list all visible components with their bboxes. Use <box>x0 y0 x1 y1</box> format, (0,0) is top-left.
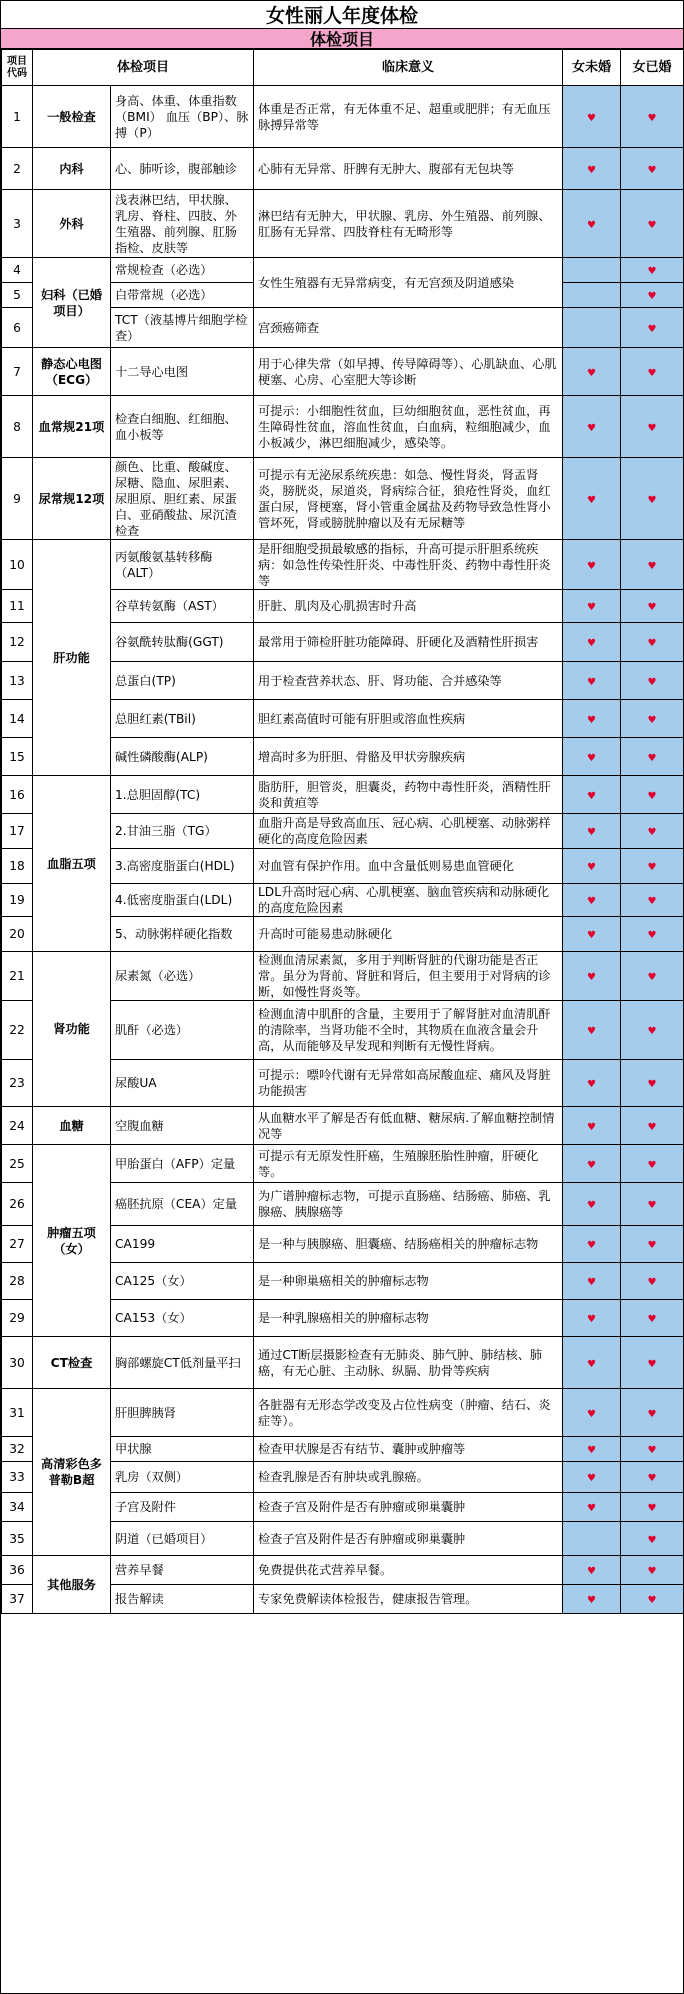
clinical-meaning: 检测血清尿素氮，多用于判断肾脏的代谢功能是否正常。虽分为肾前、肾脏和肾后，但主要用于对肾病的诊断，如慢性肾炎等。 <box>254 952 563 1001</box>
item-code: 27 <box>2 1226 33 1263</box>
married-mark <box>621 1389 684 1437</box>
item-code: 21 <box>2 952 33 1001</box>
clinical-meaning: 通过CT断层摄影检查有无肺炎、肺气肿、肺结核、肺癌，有无心脏、主动脉、纵膈、肋骨等疾病 <box>254 1337 563 1389</box>
table-row <box>2 1556 684 1585</box>
unmarried-mark <box>563 1060 621 1107</box>
heart-icon: ♥ <box>647 291 657 302</box>
heart-icon: ♥ <box>587 1240 596 1251</box>
heart-icon: ♥ <box>647 1566 657 1577</box>
married-mark <box>621 1183 684 1226</box>
item-name: 乳房（双侧） <box>111 1462 254 1493</box>
heart-icon: ♥ <box>647 714 657 726</box>
item-code: 9 <box>2 458 33 540</box>
unmarried-mark <box>563 884 621 917</box>
married-mark <box>621 348 684 396</box>
heart-icon: ♥ <box>647 862 657 873</box>
heart-icon: ♥ <box>587 827 596 838</box>
heart-icon: ♥ <box>647 827 657 838</box>
item-code: 37 <box>2 1585 33 1614</box>
item-code: 12 <box>2 623 33 662</box>
heart-icon: ♥ <box>647 676 657 688</box>
item-code: 36 <box>2 1556 33 1585</box>
section-header: 体检项目 <box>1 29 683 49</box>
item-name: 碱性磷酸酶(ALP) <box>111 738 254 776</box>
unmarried-mark <box>563 590 621 623</box>
clinical-meaning: 心肺有无异常、肝脾有无肿大、腹部有无包块等 <box>254 148 563 190</box>
unmarried-mark <box>563 148 621 190</box>
item-name: 3.高密度脂蛋白(HDL) <box>111 849 254 884</box>
married-mark <box>621 1522 684 1556</box>
item-code: 18 <box>2 849 33 884</box>
married-mark <box>621 1001 684 1060</box>
heart-icon: ♥ <box>647 1026 657 1037</box>
heart-icon: ♥ <box>647 1445 657 1456</box>
table-row <box>2 348 684 396</box>
heart-icon: ♥ <box>647 266 657 277</box>
item-name: 谷氨酰转肽酶(GGT) <box>111 623 254 662</box>
category-name: CT检查 <box>33 1337 111 1389</box>
category-name: 血常规21项 <box>33 396 111 458</box>
unmarried-mark <box>563 1493 621 1522</box>
married-mark <box>621 623 684 662</box>
unmarried-mark <box>563 1585 621 1614</box>
married-mark <box>621 1263 684 1300</box>
heart-icon: ♥ <box>647 112 657 124</box>
category-name: 肝功能 <box>33 540 111 776</box>
item-name: 4.低密度脂蛋白(LDL) <box>111 884 254 917</box>
heart-icon: ♥ <box>587 1595 596 1606</box>
category-name: 肿瘤五项（女） <box>33 1145 111 1337</box>
item-code: 1 <box>2 86 33 148</box>
heart-icon: ♥ <box>587 790 596 802</box>
clinical-meaning: 检查甲状腺是否有结节、囊肿或肿瘤等 <box>254 1437 563 1462</box>
page-title: 女性丽人年度体检 <box>1 1 683 29</box>
clinical-meaning: 检查乳腺是否有肿块或乳腺癌。 <box>254 1462 563 1493</box>
heart-icon: ♥ <box>587 367 596 379</box>
item-name: 浅表淋巴结，甲状腺、乳房、脊柱、四肢、外生殖器、前列腺、肛肠指检、皮肤等 <box>111 190 254 258</box>
item-code: 34 <box>2 1493 33 1522</box>
heart-icon: ♥ <box>587 1159 596 1171</box>
married-mark <box>621 952 684 1001</box>
heart-icon: ♥ <box>587 422 596 434</box>
clinical-meaning: 检查子宫及附件是否有肿瘤或卵巢囊肿 <box>254 1493 563 1522</box>
clinical-meaning: 是一种与胰腺癌、胆囊癌、结肠癌相关的肿瘤标志物 <box>254 1226 563 1263</box>
header-meaning: 临床意义 <box>254 50 563 86</box>
clinical-meaning: 宫颈癌筛查 <box>254 308 563 348</box>
heart-icon: ♥ <box>647 1277 657 1288</box>
clinical-meaning: 可提示：小细胞性贫血，巨幼细胞贫血，恶性贫血，再生障碍性贫血，溶血性贫血，白血病，粒细胞减少，血小板减少，淋巴细胞减少，感染等。 <box>254 396 563 458</box>
married-mark <box>621 283 684 308</box>
heart-icon: ♥ <box>647 638 657 649</box>
unmarried-mark <box>563 1522 621 1556</box>
unmarried-mark <box>563 1107 621 1145</box>
married-mark <box>621 86 684 148</box>
heart-icon: ♥ <box>647 560 657 572</box>
table-row <box>2 776 684 814</box>
heart-icon: ♥ <box>647 972 657 983</box>
married-mark <box>621 1107 684 1145</box>
item-code: 30 <box>2 1337 33 1389</box>
item-code: 22 <box>2 1001 33 1060</box>
table-row <box>2 1389 684 1437</box>
married-mark <box>621 884 684 917</box>
unmarried-mark <box>563 623 621 662</box>
clinical-meaning: 胆红素高值时可能有肝胆或溶血性疾病 <box>254 700 563 738</box>
married-mark <box>621 776 684 814</box>
married-mark <box>621 1300 684 1337</box>
item-name: 2.甘油三脂（TG） <box>111 814 254 849</box>
heart-icon: ♥ <box>587 494 596 506</box>
heart-icon: ♥ <box>587 602 596 613</box>
clinical-meaning: LDL升高时冠心病、心肌梗塞、脑血管疾病和动脉硬化的高度危险因素 <box>254 884 563 917</box>
category-name: 血糖 <box>33 1107 111 1145</box>
item-name: 总胆红素(TBil) <box>111 700 254 738</box>
item-code: 26 <box>2 1183 33 1226</box>
heart-icon: ♥ <box>587 560 596 572</box>
item-code: 17 <box>2 814 33 849</box>
heart-icon: ♥ <box>647 1200 657 1211</box>
item-name: 尿酸UA <box>111 1060 254 1107</box>
header-item: 体检项目 <box>33 50 254 86</box>
heart-icon: ♥ <box>587 1473 596 1484</box>
heart-icon: ♥ <box>647 164 657 176</box>
heart-icon: ♥ <box>587 219 596 231</box>
heart-icon: ♥ <box>587 164 596 176</box>
item-name: 甲胎蛋白（AFP）定量 <box>111 1145 254 1183</box>
heart-icon: ♥ <box>587 930 596 941</box>
married-mark <box>621 1226 684 1263</box>
unmarried-mark <box>563 1300 621 1337</box>
table-row <box>2 258 684 283</box>
category-name: 外科 <box>33 190 111 258</box>
header-married: 女已婚 <box>621 50 684 86</box>
heart-icon: ♥ <box>647 1358 657 1370</box>
clinical-meaning: 从血糖水平了解是否有低血糖、糖尿病.了解血糖控制情况等 <box>254 1107 563 1145</box>
item-code: 16 <box>2 776 33 814</box>
heart-icon: ♥ <box>587 972 596 983</box>
category-name: 高清彩色多普勒B超 <box>33 1389 111 1556</box>
heart-icon: ♥ <box>587 1314 596 1325</box>
item-name: CA153（女） <box>111 1300 254 1337</box>
unmarried-mark <box>563 917 621 952</box>
category-name: 尿常规12项 <box>33 458 111 540</box>
heart-icon: ♥ <box>587 752 596 764</box>
married-mark <box>621 700 684 738</box>
heart-icon: ♥ <box>587 1079 596 1090</box>
married-mark <box>621 1437 684 1462</box>
married-mark <box>621 258 684 283</box>
item-code: 19 <box>2 884 33 917</box>
heart-icon: ♥ <box>587 1445 596 1456</box>
unmarried-mark <box>563 776 621 814</box>
unmarried-mark <box>563 458 621 540</box>
item-code: 7 <box>2 348 33 396</box>
clinical-meaning: 专家免费解读体检报告，健康报告管理。 <box>254 1585 563 1614</box>
item-name: 丙氨酸氨基转移酶（ALT） <box>111 540 254 590</box>
item-code: 4 <box>2 258 33 283</box>
table-row <box>2 952 684 1001</box>
heart-icon: ♥ <box>647 752 657 764</box>
item-name: 心、肺听诊，腹部触诊 <box>111 148 254 190</box>
item-code: 11 <box>2 590 33 623</box>
heart-icon: ♥ <box>587 714 596 726</box>
heart-icon: ♥ <box>587 112 596 124</box>
item-name: 子宫及附件 <box>111 1493 254 1522</box>
clinical-meaning: 各脏器有无形态学改变及占位性病变（肿瘤、结石、炎症等）。 <box>254 1389 563 1437</box>
heart-icon: ♥ <box>647 930 657 941</box>
item-name: 癌胚抗原（CEA）定量 <box>111 1183 254 1226</box>
category-name: 一般检查 <box>33 86 111 148</box>
item-name: 检查白细胞、红细胞、血小板等 <box>111 396 254 458</box>
unmarried-mark <box>563 348 621 396</box>
category-name: 肾功能 <box>33 952 111 1107</box>
married-mark <box>621 1060 684 1107</box>
unmarried-mark <box>563 1556 621 1585</box>
table-row <box>2 148 684 190</box>
unmarried-mark <box>563 1145 621 1183</box>
unmarried-mark <box>563 700 621 738</box>
clinical-meaning: 升高时可能易患动脉硬化 <box>254 917 563 952</box>
heart-icon: ♥ <box>587 1200 596 1211</box>
heart-icon: ♥ <box>647 1159 657 1171</box>
heart-icon: ♥ <box>647 1121 657 1133</box>
married-mark <box>621 458 684 540</box>
heart-icon: ♥ <box>587 1121 596 1133</box>
item-code: 14 <box>2 700 33 738</box>
unmarried-mark <box>563 258 621 283</box>
clinical-meaning: 女性生殖器有无异常病变，有无宫颈及阴道感染 <box>254 258 563 308</box>
clinical-meaning: 淋巴结有无肿大，甲状腺、乳房、外生殖器、前列腺、肛肠有无异常、四肢脊柱有无畸形等 <box>254 190 563 258</box>
item-code: 6 <box>2 308 33 348</box>
item-code: 29 <box>2 1300 33 1337</box>
heart-icon: ♥ <box>587 1026 596 1037</box>
unmarried-mark <box>563 308 621 348</box>
heart-icon: ♥ <box>647 1079 657 1090</box>
married-mark <box>621 917 684 952</box>
item-code: 32 <box>2 1437 33 1462</box>
unmarried-mark <box>563 1437 621 1462</box>
married-mark <box>621 1556 684 1585</box>
married-mark <box>621 738 684 776</box>
heart-icon: ♥ <box>587 1277 596 1288</box>
unmarried-mark <box>563 1263 621 1300</box>
unmarried-mark <box>563 1183 621 1226</box>
heart-icon: ♥ <box>647 219 657 231</box>
unmarried-mark <box>563 1389 621 1437</box>
table-row <box>2 396 684 458</box>
married-mark <box>621 1145 684 1183</box>
unmarried-mark <box>563 1001 621 1060</box>
heart-icon: ♥ <box>647 790 657 802</box>
unmarried-mark <box>563 283 621 308</box>
married-mark <box>621 849 684 884</box>
item-name: 谷草转氨酶（AST） <box>111 590 254 623</box>
unmarried-mark <box>563 952 621 1001</box>
item-name: TCT（液基博片细胞学检查） <box>111 308 254 348</box>
heart-icon: ♥ <box>587 1566 596 1577</box>
heart-icon: ♥ <box>587 1358 596 1370</box>
item-name: 阴道（已婚项目） <box>111 1522 254 1556</box>
item-name: 报告解读 <box>111 1585 254 1614</box>
clinical-meaning: 用于心律失常（如早搏、传导障碍等）、心肌缺血、心肌梗塞、心房、心室肥大等诊断 <box>254 348 563 396</box>
clinical-meaning: 脂肪肝，胆管炎，胆囊炎，药物中毒性肝炎，酒精性肝炎和黄疸等 <box>254 776 563 814</box>
item-name: 身高、体重、体重指数（BMI） 血压（BP）、脉搏（P） <box>111 86 254 148</box>
item-name: 营养早餐 <box>111 1556 254 1585</box>
table-row <box>2 1337 684 1389</box>
item-code: 5 <box>2 283 33 308</box>
married-mark <box>621 1462 684 1493</box>
item-code: 15 <box>2 738 33 776</box>
item-name: 总蛋白(TP) <box>111 662 254 700</box>
category-name: 其他服务 <box>33 1556 111 1614</box>
heart-icon: ♥ <box>587 1503 596 1514</box>
heart-icon: ♥ <box>647 1595 657 1606</box>
item-name: 白带常规（必选） <box>111 283 254 308</box>
header-code: 项目 代码 <box>2 50 33 86</box>
item-code: 25 <box>2 1145 33 1183</box>
unmarried-mark <box>563 1226 621 1263</box>
table-header-row <box>2 50 684 86</box>
item-name: 十二导心电图 <box>111 348 254 396</box>
heart-icon: ♥ <box>647 323 657 335</box>
unmarried-mark <box>563 540 621 590</box>
married-mark <box>621 540 684 590</box>
item-name: 5、动脉粥样硬化指数 <box>111 917 254 952</box>
married-mark <box>621 590 684 623</box>
married-mark <box>621 190 684 258</box>
table-row <box>2 1145 684 1183</box>
unmarried-mark <box>563 662 621 700</box>
heart-icon: ♥ <box>647 1503 657 1514</box>
clinical-meaning: 可提示有无泌尿系统疾患：如急、慢性肾炎，肾盂肾炎，膀胱炎，尿道炎，肾病综合征，狼疮性肾炎，血红蛋白尿，肾梗塞，肾小管重金属盐及药物导致急性肾小管坏死，肾或膀胱肿瘤以及有无尿糖等 <box>254 458 563 540</box>
item-name: 尿素氮（必选） <box>111 952 254 1001</box>
heart-icon: ♥ <box>647 1314 657 1325</box>
married-mark <box>621 814 684 849</box>
clinical-meaning: 检测血清中肌酐的含量，主要用于了解肾脏对血清肌酐的清除率，当肾功能不全时，其物质在血液含量会升高，从而能够及早发现和判断有无慢性肾病。 <box>254 1001 563 1060</box>
item-code: 10 <box>2 540 33 590</box>
heart-icon: ♥ <box>647 1534 657 1546</box>
table-row <box>2 458 684 540</box>
item-name: 胸部螺旋CT低剂量平扫 <box>111 1337 254 1389</box>
item-code: 23 <box>2 1060 33 1107</box>
clinical-meaning: 检查子宫及附件是否有肿瘤或卵巢囊肿 <box>254 1522 563 1556</box>
clinical-meaning: 是一种乳腺癌相关的肿瘤标志物 <box>254 1300 563 1337</box>
category-name: 妇科（已婚项目） <box>33 258 111 348</box>
clinical-meaning: 可提示有无原发性肝癌，生殖腺胚胎性肿瘤，肝硬化等。 <box>254 1145 563 1183</box>
unmarried-mark <box>563 1462 621 1493</box>
married-mark <box>621 1493 684 1522</box>
item-name: 空腹血糖 <box>111 1107 254 1145</box>
heart-icon: ♥ <box>587 638 596 649</box>
clinical-meaning: 体重是否正常，有无体重不足、超重或肥胖；有无血压脉搏异常等 <box>254 86 563 148</box>
unmarried-mark <box>563 86 621 148</box>
table-row <box>2 190 684 258</box>
item-name: CA199 <box>111 1226 254 1263</box>
unmarried-mark <box>563 738 621 776</box>
heart-icon: ♥ <box>647 494 657 506</box>
unmarried-mark <box>563 814 621 849</box>
heart-icon: ♥ <box>647 1473 657 1484</box>
item-code: 3 <box>2 190 33 258</box>
clinical-meaning: 最常用于筛检肝脏功能障碍、肝硬化及酒精性肝损害 <box>254 623 563 662</box>
table-row <box>2 86 684 148</box>
heart-icon: ♥ <box>647 1240 657 1251</box>
table-row <box>2 540 684 590</box>
item-code: 35 <box>2 1522 33 1556</box>
clinical-meaning: 可提示：嘌呤代谢有无异常如高尿酸血症、痛风及肾脏功能损害 <box>254 1060 563 1107</box>
heart-icon: ♥ <box>587 1408 596 1420</box>
unmarried-mark <box>563 396 621 458</box>
unmarried-mark <box>563 1337 621 1389</box>
clinical-meaning: 用于检查营养状态、肝、肾功能、合并感染等 <box>254 662 563 700</box>
clinical-meaning: 肝脏、肌肉及心肌损害时升高 <box>254 590 563 623</box>
heart-icon: ♥ <box>647 367 657 379</box>
item-code: 8 <box>2 396 33 458</box>
heart-icon: ♥ <box>587 676 596 688</box>
item-code: 2 <box>2 148 33 190</box>
category-name: 静态心电图（ECG） <box>33 348 111 396</box>
unmarried-mark <box>563 190 621 258</box>
item-name: CA125（女） <box>111 1263 254 1300</box>
item-code: 20 <box>2 917 33 952</box>
heart-icon: ♥ <box>647 422 657 434</box>
unmarried-mark <box>563 849 621 884</box>
checkup-table-body <box>2 50 684 1614</box>
item-name: 肌酐（必选） <box>111 1001 254 1060</box>
clinical-meaning: 血脂升高是导致高血压、冠心病、心肌梗塞、动脉粥样硬化的高度危险因素 <box>254 814 563 849</box>
item-name: 颜色、比重、酸碱度、尿糖、隐血、尿胆素、尿胆原、胆红素、尿蛋白、亚硝酸盐、尿沉渣检查 <box>111 458 254 540</box>
table-row <box>2 1107 684 1145</box>
heart-icon: ♥ <box>647 602 657 613</box>
checkup-table <box>1 49 684 1614</box>
category-name: 内科 <box>33 148 111 190</box>
heart-icon: ♥ <box>587 896 596 907</box>
married-mark <box>621 396 684 458</box>
married-mark <box>621 308 684 348</box>
clinical-meaning: 免费提供花式营养早餐。 <box>254 1556 563 1585</box>
clinical-meaning: 增高时多为肝胆、骨骼及甲状旁腺疾病 <box>254 738 563 776</box>
clinical-meaning: 是肝细胞受损最敏感的指标，升高可提示肝胆系统疾病：如急性传染性肝炎、中毒性肝炎、药物中毒性肝炎等 <box>254 540 563 590</box>
item-code: 31 <box>2 1389 33 1437</box>
header-unmarried: 女未婚 <box>563 50 621 86</box>
heart-icon: ♥ <box>647 896 657 907</box>
item-name: 甲状腺 <box>111 1437 254 1462</box>
married-mark <box>621 1585 684 1614</box>
item-code: 33 <box>2 1462 33 1493</box>
item-name: 肝胆脾胰肾 <box>111 1389 254 1437</box>
item-name: 1.总胆固醇(TC) <box>111 776 254 814</box>
married-mark <box>621 148 684 190</box>
category-name: 血脂五项 <box>33 776 111 952</box>
married-mark <box>621 662 684 700</box>
clinical-meaning: 为广谱肿瘤标志物，可提示直肠癌、结肠癌、肺癌、乳腺癌、胰腺癌等 <box>254 1183 563 1226</box>
clinical-meaning: 对血管有保护作用。血中含量低则易患血管硬化 <box>254 849 563 884</box>
item-code: 28 <box>2 1263 33 1300</box>
clinical-meaning: 是一种卵巢癌相关的肿瘤标志物 <box>254 1263 563 1300</box>
heart-icon: ♥ <box>647 1408 657 1420</box>
item-code: 13 <box>2 662 33 700</box>
heart-icon: ♥ <box>587 862 596 873</box>
item-code: 24 <box>2 1107 33 1145</box>
married-mark <box>621 1337 684 1389</box>
item-name: 常规检查（必选） <box>111 258 254 283</box>
